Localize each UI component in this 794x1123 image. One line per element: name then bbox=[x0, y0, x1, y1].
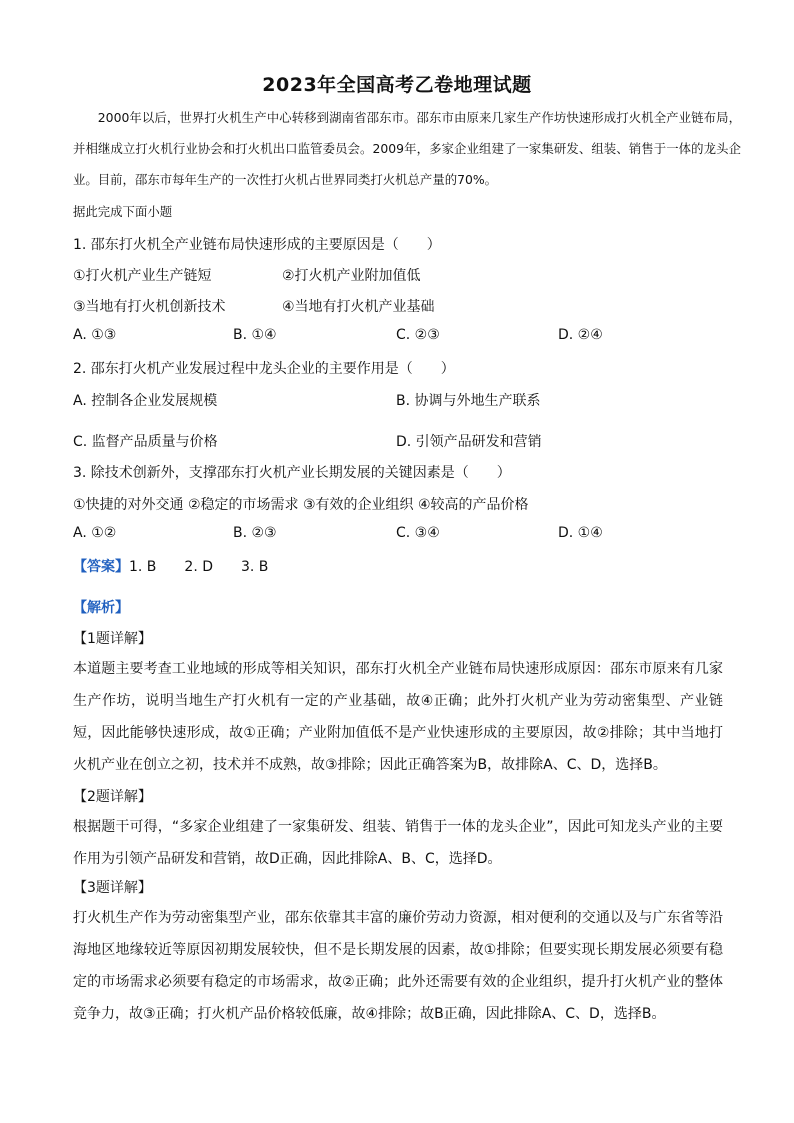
q3-option-d: D. ①④ bbox=[558, 525, 603, 541]
q1-statement-1: ①打火机产业生产链短 bbox=[73, 268, 212, 284]
q1-option-a: A. ①③ bbox=[73, 327, 117, 343]
answer-line bbox=[73, 556, 268, 576]
q1-option-d: D. ②④ bbox=[558, 327, 603, 343]
reading-passage: 2000年以后，世界打火机生产中心转移到湖南省邵东市。邵东市由原来几家生产作坊快速形成打火机全产业链布局，并相继成立打火机行业协会和打火机出口监管委员会。2009年，多家企业组建了一家集研发、组装、销售于一体的龙头企业。目前，邵东市每年生产的一次性打火机占世界同类打火机总产量的70%。 bbox=[73, 110, 741, 187]
q3-option-c: C. ③④ bbox=[396, 525, 440, 541]
instruction: 据此完成下面小题 bbox=[73, 204, 173, 219]
detail-2-text: 根据题干可得，“多家企业组建了一家集研发、组装、销售于一体的龙头企业”，因此可知龙头产业的主要作用为引领产品研发和营销，故D正确，因此排除A、B、C，选择D。 bbox=[73, 819, 723, 867]
q1-statement-4: ④当地有打火机产业基础 bbox=[282, 299, 435, 315]
question-2-stem: 2. 邵东打火机产业发展过程中龙头企业的主要作用是（ ） bbox=[73, 361, 455, 377]
q1-statement-3: ③当地有打火机创新技术 bbox=[73, 299, 226, 315]
q3-option-b: B. ②③ bbox=[233, 525, 277, 541]
detail-2-heading: 【2题详解】 bbox=[73, 789, 152, 805]
q3-statements: ①快捷的对外交通 ②稳定的市场需求 ③有效的企业组织 ④较高的产品价格 bbox=[73, 497, 529, 513]
answer-tag: 【答案】 bbox=[73, 559, 129, 575]
question-1-stem: 1. 邵东打火机全产业链布局快速形成的主要原因是（ ） bbox=[73, 237, 441, 253]
q2-option-a: A. 控制各企业发展规模 bbox=[73, 393, 218, 409]
q1-option-c: C. ②③ bbox=[396, 327, 440, 343]
q2-option-d: D. 引领产品研发和营销 bbox=[396, 434, 542, 450]
question-3-stem: 3. 除技术创新外，支撑邵东打火机产业长期发展的关键因素是（ ） bbox=[73, 465, 511, 481]
q1-statement-2: ②打火机产业附加值低 bbox=[282, 268, 421, 284]
q2-option-c: C. 监督产品质量与价格 bbox=[73, 434, 218, 450]
answer-text: 1. B 2. D 3. B bbox=[129, 559, 269, 575]
detail-3-text: 打火机生产作为劳动密集型产业，邵东依靠其丰富的廉价劳动力资源，相对便利的交通以及与广东省等沿海地区地缘较近等原因初期发展较快，但不是长期发展的因素，故①排除；但要实现长期发展必须要有稳定的市场需求必须要有稳定的市场需求，故②正确；此外还需要有效的企业组织，提升打火机产业的整体竞争力，故③正确；打火机产品价格较低廉，故④排除；故B正确，因此排除A、C、D，选择B。 bbox=[73, 910, 723, 1022]
q1-option-b: B. ①④ bbox=[233, 327, 277, 343]
detail-3-heading: 【3题详解】 bbox=[73, 880, 152, 896]
page-title: 2023年全国高考乙卷地理试题 bbox=[262, 74, 532, 96]
detail-1-heading: 【1题详解】 bbox=[73, 631, 152, 647]
analysis-tag: 【解析】 bbox=[73, 600, 129, 616]
detail-1-text: 本道题主要考查工业地域的形成等相关知识，邵东打火机全产业链布局快速形成原因：邵东市原来有几家生产作坊，说明当地生产打火机有一定的产业基础，故④正确；此外打火机产业为劳动密集型、产业链短，因此能够快速形成，故①正确；产业附加值低不是产业快速形成的主要原因，故②排除；其中当地打火机产业在创立之初，技术并不成熟，故③排除；因此正确答案为B，故排除A、C、D，选择B。 bbox=[73, 661, 723, 773]
q2-option-b: B. 协调与外地生产联系 bbox=[396, 393, 541, 409]
q3-option-a: A. ①② bbox=[73, 525, 117, 541]
